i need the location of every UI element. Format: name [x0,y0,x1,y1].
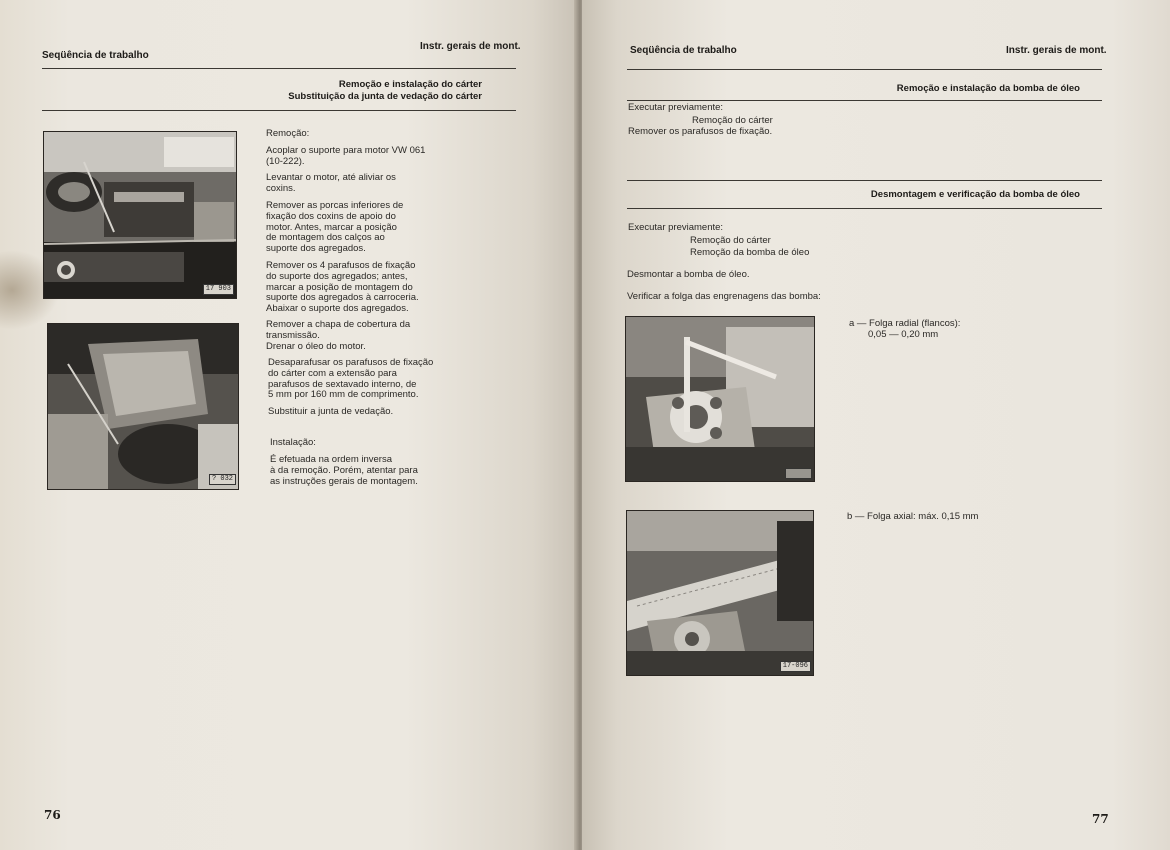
right-header-subtitle: Instr. gerais de mont. [1006,45,1107,56]
removal-step-1: Acoplar o suporte para motor VW 061 (10-222). [266,145,426,167]
oil-pump-check-title: Desmontagem e verificação da bomba de óleo [870,189,1080,200]
oil-sump-photo [47,323,239,490]
axial-clearance-photo [626,510,814,676]
axial-clearance-photo-label: 17-096 [780,661,811,672]
left-section-title-2: Substituição da junta de vedação do cárter [288,91,482,102]
left-header-subtitle: Instr. gerais de mont. [420,41,521,52]
engine-bay-photo-label: 17 903 [203,284,234,295]
left-header-title: Seqüência de trabalho [42,50,149,61]
left-page [0,0,578,850]
right-page-number: 77 [1092,812,1109,826]
radial-clearance-image [626,317,814,481]
oil-sump-photo-label: ? 032 [209,474,236,485]
removal-step-2: Levantar o motor, até aliviar os coxins. [266,172,396,194]
left-section-rule [42,110,516,111]
oil-pump-check-top-rule [627,180,1102,181]
callout-a-line-1: a — Folga radial (flancos): [849,318,961,329]
removal-step-3: Remover as porcas inferiores de fixação dos coxins de apoio do motor. Antes, marcar a posição de montagem dos calços ao suporte dos agregados. [266,200,404,255]
oil-pump-check-prereq-1: Remoção do cárter [690,235,771,246]
radial-clearance-photo-label [785,468,812,479]
oil-pump-removal-rule [627,100,1102,101]
oil-pump-check-step-1: Desmontar a bomba de óleo. [627,269,750,280]
engine-bay-image [44,132,236,298]
oil-pump-check-rule [627,208,1102,209]
right-header-title: Seqüência de trabalho [630,45,737,56]
oil-sump-image [48,324,238,489]
right-page [582,0,1170,850]
callout-a-line-2: 0,05 — 0,20 mm [868,329,939,340]
callout-b: b — Folga axial: máx. 0,15 mm [847,511,979,522]
installation-step-1: É efetuada na ordem inversa à da remoção. Porém, atentar para as instruções gerais de montagem. [270,454,418,487]
left-page-number: 76 [44,808,61,822]
engine-bay-photo [43,131,237,299]
oil-pump-check-prereq-2: Remoção da bomba de óleo [690,247,810,258]
oil-pump-check-prereq-label: Executar previamente: [628,222,724,233]
right-header-rule [627,69,1102,70]
oil-pump-removal-prereq-1: Remoção do cárter [692,115,773,126]
axial-clearance-image [627,511,813,675]
removal-step-5: Remover a chapa de cobertura da transmissão. Drenar o óleo do motor. [266,319,411,352]
removal-heading: Remoção: [266,128,310,139]
oil-pump-check-step-2: Verificar a folga das engrenagens das bomba: [627,291,821,302]
removal-step-4: Remover os 4 parafusos de fixação do suporte dos agregados; antes, marcar a posição de montagem do suporte dos agregados à carroceria. Abaixar o suporte dos agregados. [266,260,419,315]
left-header-rule [42,68,516,69]
radial-clearance-photo [625,316,815,482]
removal-step-7: Substituir a junta de vedação. [268,406,394,417]
oil-pump-removal-step: Remover os parafusos de fixação. [628,126,773,137]
removal-step-6: Desaparafusar os parafusos de fixação do cárter com a extensão para parafusos de sextavado interno, de 5 mm por 160 mm de comprimento. [268,357,434,401]
installation-heading: Instalação: [270,437,316,448]
oil-pump-removal-prereq-label: Executar previamente: [628,102,724,113]
left-section-title-1: Remoção e instalação do cárter [338,79,482,90]
oil-pump-removal-title: Remoção e instalação da bomba de óleo [896,83,1080,94]
